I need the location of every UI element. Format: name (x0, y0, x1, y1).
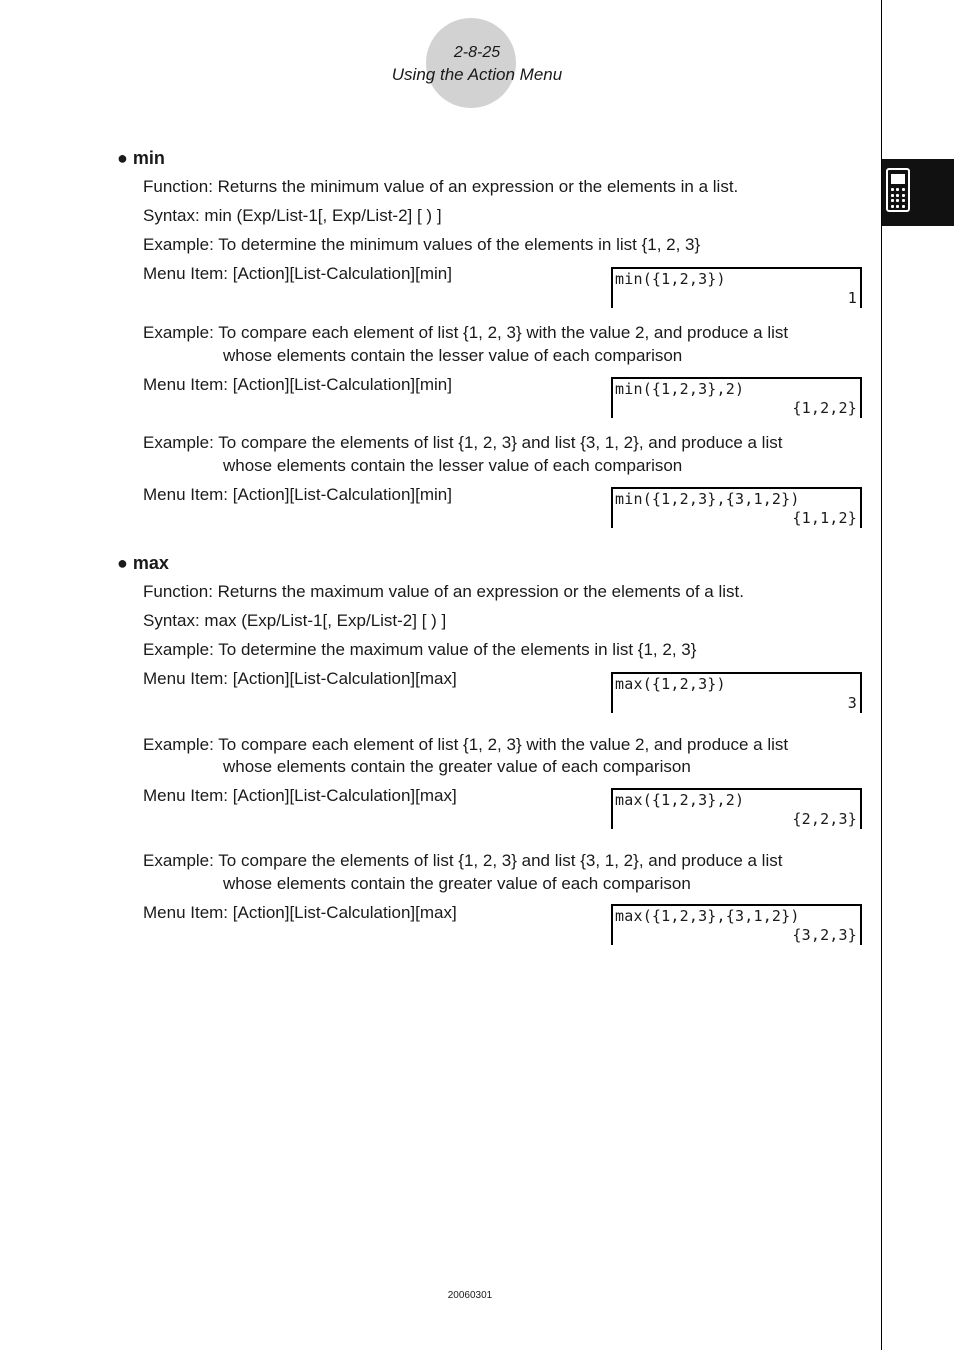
calc-screen (611, 377, 862, 418)
example-continuation: whose elements contain the greater value of each comparison (223, 757, 691, 776)
menu-item-line: Menu Item: [Action][List-Calculation][min] (143, 264, 452, 283)
menu-item-line: Menu Item: [Action][List-Calculation][min] (143, 485, 452, 504)
function-description: Function: Returns the minimum value of an expression or the elements in a list. (143, 177, 739, 196)
screen-output: {1,2,2} (792, 399, 857, 417)
screen-output: 1 (847, 289, 857, 307)
menu-item-line: Menu Item: [Action][List-Calculation][min] (143, 375, 452, 394)
screen-input: max({1,2,3}) (615, 675, 726, 693)
example-line: Example: To compare the elements of list {1, 2, 3} and list {3, 1, 2}, and produce a list (143, 851, 783, 870)
example-line: Example: To compare each element of list {1, 2, 3} with the value 2, and produce a list (143, 735, 789, 754)
page-title: Using the Action Menu (391, 65, 563, 84)
header-circle (426, 18, 516, 108)
calc-screen (611, 267, 862, 308)
screen-input: max({1,2,3},2) (615, 791, 745, 809)
calc-screen (611, 788, 862, 829)
screen-output: 3 (847, 694, 857, 712)
syntax-line: Syntax: min (Exp/List-1[, Exp/List-2] [ ) ] (143, 206, 442, 225)
section-heading-max: ● max (117, 553, 169, 573)
screen-input: min({1,2,3},2) (615, 380, 745, 398)
section-heading-min: ● min (117, 148, 165, 168)
example-line: Example: To determine the minimum values of the elements in list {1, 2, 3} (143, 235, 701, 254)
screen-input: max({1,2,3},{3,1,2}) (615, 907, 800, 925)
screen-output: {3,2,3} (792, 926, 857, 944)
example-continuation: whose elements contain the lesser value of each comparison (223, 456, 683, 475)
function-description: Function: Returns the maximum value of an expression or the elements of a list. (143, 582, 744, 601)
chapter-tab (882, 159, 954, 226)
example-line: Example: To compare each element of list {1, 2, 3} with the value 2, and produce a list (143, 323, 789, 342)
menu-item-line: Menu Item: [Action][List-Calculation][max] (143, 669, 457, 688)
menu-item-line: Menu Item: [Action][List-Calculation][max] (143, 903, 457, 922)
calculator-icon (886, 168, 910, 212)
screen-output: {2,2,3} (792, 810, 857, 828)
example-line: Example: To compare the elements of list {1, 2, 3} and list {3, 1, 2}, and produce a list (143, 433, 783, 452)
screen-output: {1,1,2} (792, 509, 857, 527)
example-line: Example: To determine the maximum value of the elements in list {1, 2, 3} (143, 640, 697, 659)
calc-screen (611, 672, 862, 713)
syntax-line: Syntax: max (Exp/List-1[, Exp/List-2] [ ) ] (143, 611, 447, 630)
calc-screen (611, 904, 862, 945)
calc-screen (611, 487, 862, 528)
example-continuation: whose elements contain the lesser value of each comparison (223, 346, 683, 365)
page-number: 2-8-25 (453, 44, 501, 61)
menu-item-line: Menu Item: [Action][List-Calculation][max] (143, 786, 457, 805)
screen-input: min({1,2,3}) (615, 270, 726, 288)
example-continuation: whose elements contain the greater value of each comparison (223, 874, 691, 893)
footer-code: 20060301 (447, 1290, 493, 1301)
screen-input: min({1,2,3},{3,1,2}) (615, 490, 800, 508)
